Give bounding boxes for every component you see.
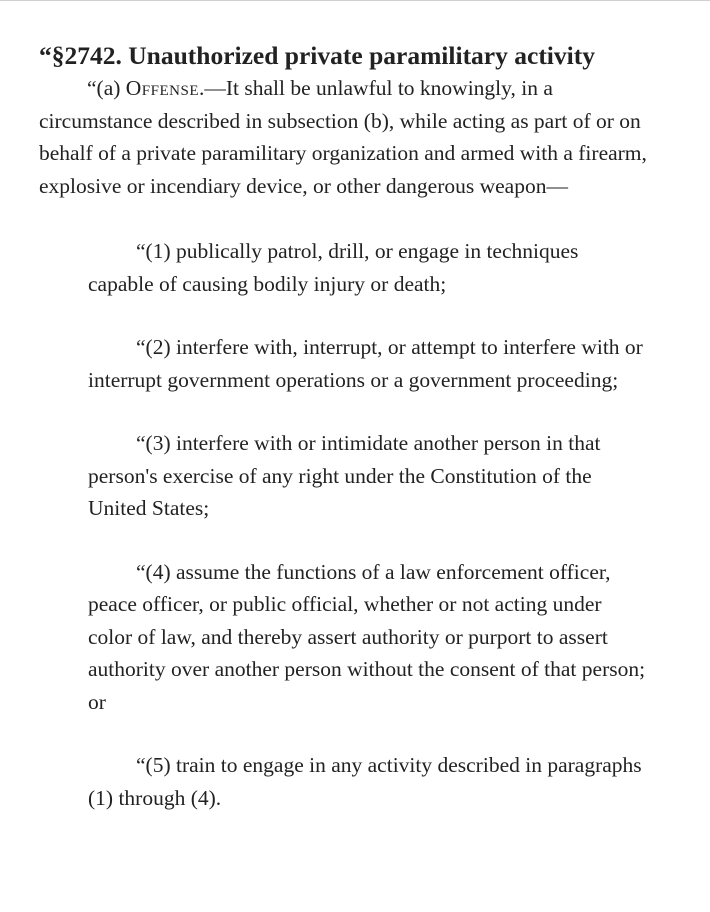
statute-document	[39, 40, 699, 814]
subsection-a-text: .—It shall be unlawful to knowingly, in a circumstance described in subsection (b), while acting as part of or on behalf of a private paramilitary organization and armed with a firearm, explosive or incendiary device, or other dangerous weapon—	[39, 76, 647, 198]
paragraph-4: “(4) assume the functions of a law enforcement officer, peace officer, or public official, whether or not acting under color of law, and thereby assert authority or purport to assert authority over another person without the consent of that person; or	[88, 559, 646, 714]
paragraph-1: “(1) publically patrol, drill, or engage in techniques capable of causing bodily injury or death;	[88, 239, 579, 296]
subsection-a	[39, 72, 649, 202]
subsection-a-label: Offense	[125, 76, 199, 100]
paragraph-5: “(5) train to engage in any activity described in paragraphs (1) through (4).	[88, 753, 642, 810]
paragraph-2: “(2) interfere with, interrupt, or attempt to interfere with or interrupt government operations or a government proceeding;	[88, 335, 643, 392]
paragraph-3: “(3) interfere with or intimidate another person in that person's exercise of any right under the Constitution of the United States;	[88, 431, 601, 520]
top-divider	[0, 0, 710, 1]
section-heading: “§2742. Unauthorized private paramilitary activity	[39, 41, 595, 70]
subsection-a-open: “(a)	[87, 76, 126, 100]
